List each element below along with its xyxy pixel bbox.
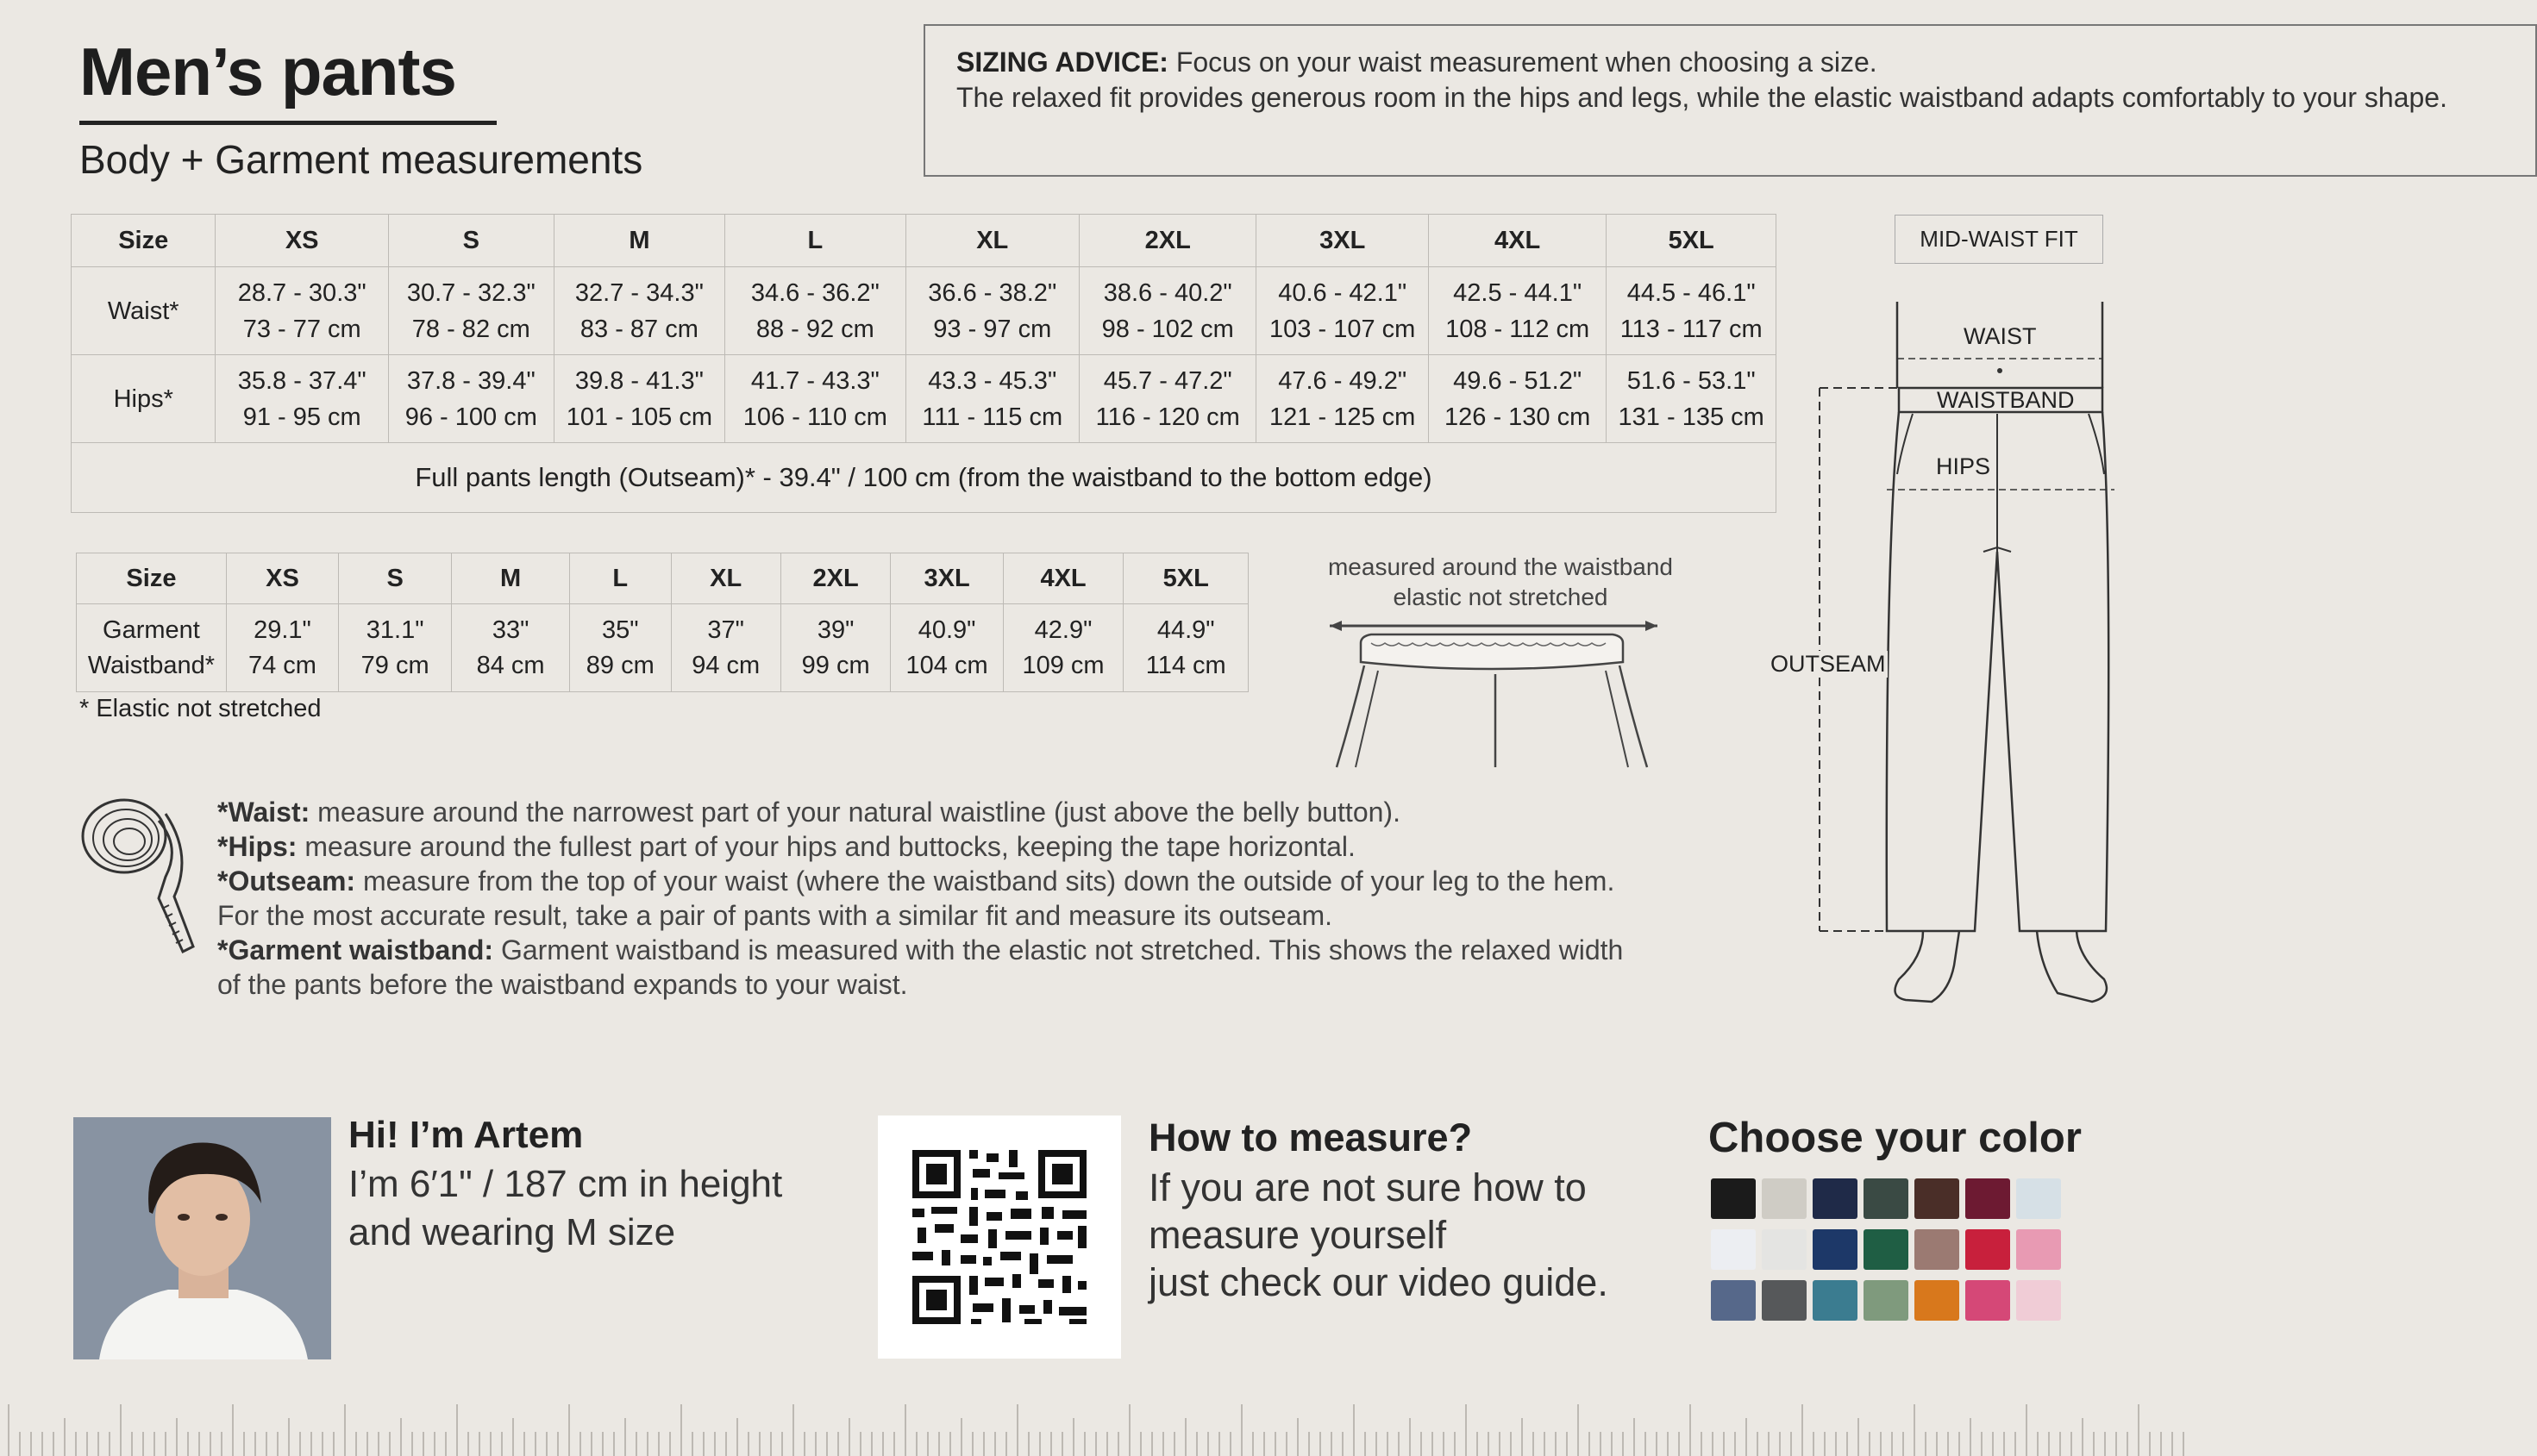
table-cell: 37" 94 cm (671, 604, 780, 692)
qr-code[interactable] (878, 1115, 1121, 1359)
waistband-diagram-label: measured around the waistband elastic not stretched (1327, 553, 1674, 610)
row-label-garment-waistband: Garment Waistband* (77, 604, 227, 692)
size-header-s: S (339, 553, 452, 604)
color-swatch[interactable] (1965, 1280, 2010, 1321)
waist-label: WAIST (1964, 323, 2037, 349)
choose-color-title: Choose your color (1708, 1115, 2082, 1161)
measuring-tape-icon (79, 795, 196, 959)
how-to-measure-text: If you are not sure how to measure yourself just check our video guide. (1149, 1165, 1608, 1304)
color-swatch-grid (1711, 1178, 2073, 1321)
table-cell: 37.8 - 39.4" 96 - 100 cm (388, 355, 554, 443)
size-header-3xl: 3XL (891, 553, 1003, 604)
size-header: Size (77, 553, 227, 604)
color-swatch[interactable] (2016, 1178, 2061, 1219)
color-swatch[interactable] (1762, 1229, 1807, 1270)
size-header-m: M (554, 215, 725, 267)
sizing-advice-line1: Focus on your waist measurement when choosing a size. (1168, 47, 1877, 78)
table-cell: 42.5 - 44.1" 108 - 112 cm (1428, 267, 1606, 355)
size-header-4xl: 4XL (1428, 215, 1606, 267)
size-header-s: S (388, 215, 554, 267)
color-swatch[interactable] (1864, 1280, 1908, 1321)
table-cell: 30.7 - 32.3" 78 - 82 cm (388, 267, 554, 355)
size-header-l: L (569, 553, 671, 604)
measurement-notes (217, 795, 1649, 1002)
table-cell: 40.9" 104 cm (891, 604, 1003, 692)
footnote: * Elastic not stretched (79, 695, 322, 722)
table-cell: 44.9" 114 cm (1124, 604, 1249, 692)
size-header-xs: XS (226, 553, 338, 604)
color-swatch[interactable] (1762, 1178, 1807, 1219)
page-title: Men’s pants (79, 34, 456, 109)
table-cell: 51.6 - 53.1" 131 - 135 cm (1607, 355, 1776, 443)
ruler-decoration (0, 1390, 2185, 1456)
sizing-advice-label: SIZING ADVICE: (956, 47, 1168, 78)
fit-label: MID-WAIST FIT (1895, 215, 2103, 264)
size-header-3xl: 3XL (1256, 215, 1429, 267)
model-description: I’m 6′1" / 187 cm in height and wearing M size (348, 1163, 783, 1253)
table-cell: 44.5 - 46.1" 113 - 117 cm (1607, 267, 1776, 355)
color-swatch[interactable] (1711, 1229, 1756, 1270)
table-cell: 29.1" 74 cm (226, 604, 338, 692)
size-header-5xl: 5XL (1607, 215, 1776, 267)
color-swatch[interactable] (1914, 1280, 1959, 1321)
color-swatch[interactable] (1813, 1178, 1857, 1219)
table-cell: 39.8 - 41.3" 101 - 105 cm (554, 355, 725, 443)
table-cell: 32.7 - 34.3" 83 - 87 cm (554, 267, 725, 355)
table-cell: 47.6 - 49.2" 121 - 125 cm (1256, 355, 1429, 443)
sizing-advice-box (924, 24, 2537, 177)
waistband-label: WAISTBAND (1937, 387, 2075, 413)
body-measurement-table (71, 214, 1776, 513)
color-swatch[interactable] (1711, 1178, 1756, 1219)
table-row-hips (72, 355, 1776, 443)
size-header-5xl: 5XL (1124, 553, 1249, 604)
outseam-label: OUTSEAM (1770, 651, 1886, 677)
row-label-hips: Hips* (72, 355, 216, 443)
note-hips: *Hips: measure around the fullest part of your hips and buttocks, keeping the tape horizontal. (217, 831, 1356, 862)
color-swatch[interactable] (1762, 1280, 1807, 1321)
color-swatch[interactable] (1914, 1178, 1959, 1219)
table-cell: 43.3 - 45.3" 111 - 115 cm (905, 355, 1079, 443)
size-header-xs: XS (216, 215, 389, 267)
table-header-row (72, 215, 1776, 267)
table-cell: 33" 84 cm (452, 604, 570, 692)
table-cell: 34.6 - 36.2" 88 - 92 cm (725, 267, 905, 355)
table-cell: 35.8 - 37.4" 91 - 95 cm (216, 355, 389, 443)
color-swatch[interactable] (1864, 1178, 1908, 1219)
table-row-waist (72, 267, 1776, 355)
table-cell: 39" 99 cm (780, 604, 891, 692)
model-name: Hi! I’m Artem (348, 1114, 584, 1156)
table-cell: 42.9" 109 cm (1003, 604, 1124, 692)
table-cell: 28.7 - 30.3" 73 - 77 cm (216, 267, 389, 355)
model-photo (73, 1117, 331, 1359)
table-row-full-length (72, 443, 1776, 513)
qr-code-icon (878, 1115, 1121, 1359)
size-header-xl: XL (905, 215, 1079, 267)
size-header-l: L (725, 215, 905, 267)
note-waist: *Waist: measure around the narrowest part of your natural waistline (just above the belly button). (217, 797, 1400, 828)
size-header-2xl: 2XL (1080, 215, 1256, 267)
table-cell: 38.6 - 40.2" 98 - 102 cm (1080, 267, 1256, 355)
table-cell: 41.7 - 43.3" 106 - 110 cm (725, 355, 905, 443)
color-swatch[interactable] (1914, 1229, 1959, 1270)
color-swatch[interactable] (2016, 1280, 2061, 1321)
full-length-note: Full pants length (Outseam)* - 39.4" / 100 cm (from the waistband to the bottom edge) (72, 443, 1776, 513)
color-swatch[interactable] (1965, 1229, 2010, 1270)
waistband-diagram-icon (1319, 612, 1664, 772)
table-cell: 36.6 - 38.2" 93 - 97 cm (905, 267, 1079, 355)
table-cell: 45.7 - 47.2" 116 - 120 cm (1080, 355, 1256, 443)
note-outseam: *Outseam: measure from the top of your waist (where the waistband sits) down the outside of your leg to the hem. For the most accurate result, take a pair of pants with a similar fit and measure its outseam. (217, 865, 1615, 931)
table-cell: 31.1" 79 cm (339, 604, 452, 692)
size-header-4xl: 4XL (1003, 553, 1124, 604)
table-cell: 40.6 - 42.1" 103 - 107 cm (1256, 267, 1429, 355)
model-portrait-icon (73, 1117, 331, 1359)
color-swatch[interactable] (1864, 1229, 1908, 1270)
table-cell: 35" 89 cm (569, 604, 671, 692)
page-subtitle: Body + Garment measurements (79, 137, 643, 182)
title-underline (79, 121, 497, 125)
hips-label: HIPS (1936, 453, 1991, 479)
table-row-garment-waistband (77, 604, 1249, 692)
how-to-measure-title: How to measure? (1149, 1115, 1473, 1159)
size-header: Size (72, 215, 216, 267)
color-swatch[interactable] (1711, 1280, 1756, 1321)
color-swatch[interactable] (1965, 1178, 2010, 1219)
row-label-waist: Waist* (72, 267, 216, 355)
garment-waistband-table (76, 553, 1249, 692)
table-cell: 49.6 - 51.2" 126 - 130 cm (1428, 355, 1606, 443)
table-header-row (77, 553, 1249, 604)
color-swatch[interactable] (1813, 1280, 1857, 1321)
color-swatch[interactable] (2016, 1229, 2061, 1270)
size-header-m: M (452, 553, 570, 604)
size-header-2xl: 2XL (780, 553, 891, 604)
color-swatch[interactable] (1813, 1229, 1857, 1270)
note-garment-waistband: *Garment waistband: Garment waistband is measured with the elastic not stretched. This shows the relaxed width of the pants before the waistband expands to your waist. (217, 934, 1624, 1000)
size-header-xl: XL (671, 553, 780, 604)
sizing-advice-line2: The relaxed fit provides generous room in the hips and legs, while the elastic waistband adapts comfortably to your shape. (956, 82, 2447, 113)
